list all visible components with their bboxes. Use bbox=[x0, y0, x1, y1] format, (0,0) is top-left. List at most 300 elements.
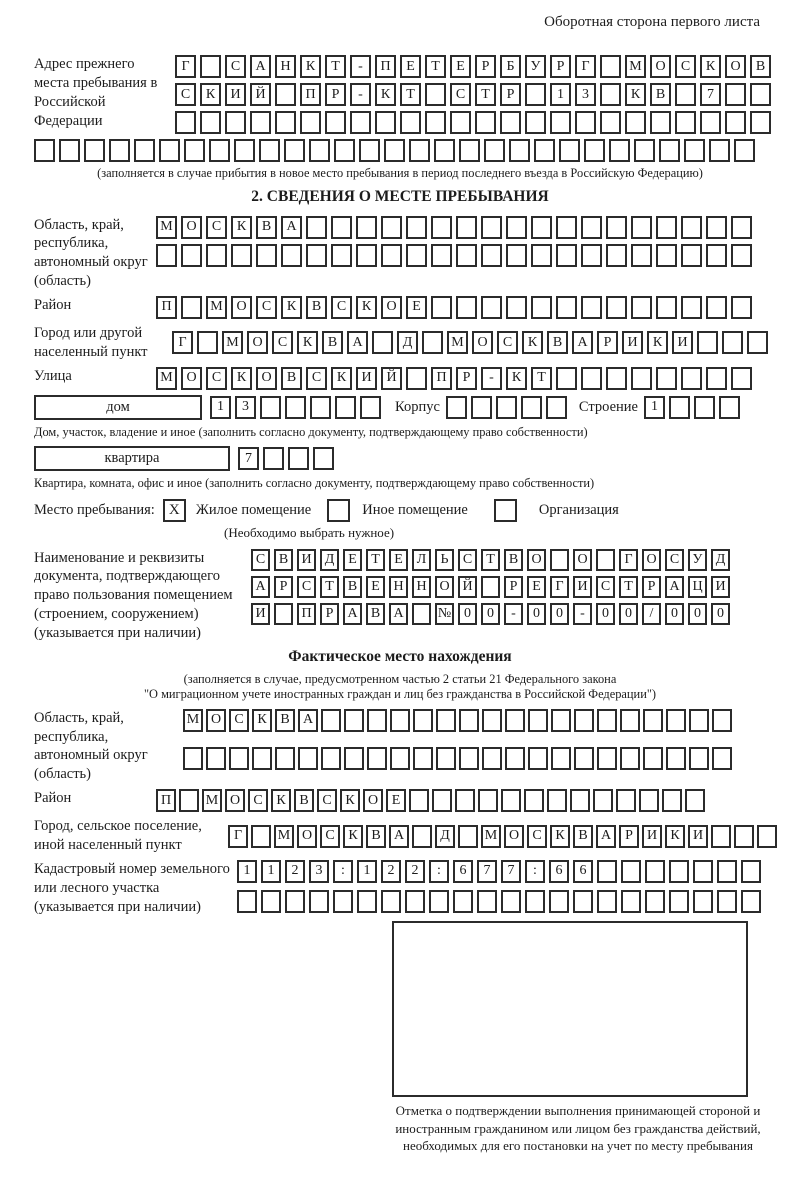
char-cell[interactable]: О bbox=[225, 789, 245, 812]
char-cell[interactable] bbox=[731, 244, 752, 267]
char-cell[interactable] bbox=[450, 111, 471, 134]
char-cell[interactable] bbox=[709, 139, 730, 162]
char-cell[interactable]: 0 bbox=[688, 603, 707, 625]
char-cell[interactable] bbox=[425, 83, 446, 106]
char-cell[interactable] bbox=[357, 890, 377, 913]
char-cell[interactable] bbox=[666, 709, 686, 732]
char-cell[interactable] bbox=[581, 296, 602, 319]
char-cell[interactable] bbox=[556, 367, 577, 390]
char-cell[interactable]: А bbox=[298, 709, 318, 732]
char-cell[interactable]: Б bbox=[500, 55, 521, 78]
char-cell[interactable] bbox=[159, 139, 180, 162]
char-cell[interactable] bbox=[288, 447, 309, 470]
char-cell[interactable]: 1 bbox=[357, 860, 377, 883]
char-cell[interactable] bbox=[697, 331, 718, 354]
char-cell[interactable] bbox=[325, 111, 346, 134]
char-cell[interactable] bbox=[306, 216, 327, 239]
char-cell[interactable]: 0 bbox=[619, 603, 638, 625]
char-cell[interactable]: Й bbox=[458, 576, 477, 598]
char-cell[interactable] bbox=[309, 890, 329, 913]
char-cell[interactable] bbox=[471, 396, 492, 419]
char-cell[interactable]: № bbox=[435, 603, 454, 625]
char-cell[interactable]: Е bbox=[386, 789, 406, 812]
char-cell[interactable] bbox=[596, 549, 615, 571]
char-cell[interactable]: К bbox=[506, 367, 527, 390]
char-cell[interactable]: В bbox=[256, 216, 277, 239]
char-cell[interactable]: Р bbox=[504, 576, 523, 598]
char-cell[interactable]: 1 bbox=[261, 860, 281, 883]
char-cell[interactable]: М bbox=[447, 331, 468, 354]
char-cell[interactable] bbox=[381, 216, 402, 239]
char-cell[interactable]: С bbox=[297, 576, 316, 598]
char-cell[interactable] bbox=[573, 890, 593, 913]
char-cell[interactable]: О bbox=[472, 331, 493, 354]
char-cell[interactable] bbox=[134, 139, 155, 162]
char-cell[interactable]: С bbox=[596, 576, 615, 598]
char-cell[interactable]: М bbox=[481, 825, 501, 848]
char-cell[interactable] bbox=[531, 244, 552, 267]
char-cell[interactable]: С bbox=[206, 216, 227, 239]
char-cell[interactable]: Т bbox=[475, 83, 496, 106]
char-cell[interactable]: : bbox=[333, 860, 353, 883]
char-cell[interactable]: С bbox=[450, 83, 471, 106]
char-cell[interactable] bbox=[734, 825, 754, 848]
char-cell[interactable] bbox=[333, 890, 353, 913]
checkbox-inoe-pomeshchenie[interactable] bbox=[327, 499, 350, 522]
char-cell[interactable] bbox=[309, 139, 330, 162]
char-cell[interactable]: И bbox=[225, 83, 246, 106]
char-cell[interactable] bbox=[581, 216, 602, 239]
char-cell[interactable]: В bbox=[366, 603, 385, 625]
char-cell[interactable] bbox=[731, 367, 752, 390]
char-cell[interactable]: О bbox=[642, 549, 661, 571]
char-cell[interactable]: 0 bbox=[550, 603, 569, 625]
char-cell[interactable] bbox=[436, 747, 456, 770]
char-cell[interactable] bbox=[606, 216, 627, 239]
char-cell[interactable]: И bbox=[297, 549, 316, 571]
char-cell[interactable]: О bbox=[435, 576, 454, 598]
char-cell[interactable] bbox=[181, 296, 202, 319]
char-cell[interactable]: М bbox=[222, 331, 243, 354]
char-cell[interactable]: В bbox=[306, 296, 327, 319]
char-cell[interactable]: К bbox=[375, 83, 396, 106]
char-cell[interactable] bbox=[693, 860, 713, 883]
char-cell[interactable]: К bbox=[665, 825, 685, 848]
char-cell[interactable]: 0 bbox=[458, 603, 477, 625]
char-cell[interactable] bbox=[731, 216, 752, 239]
char-cell[interactable]: 7 bbox=[700, 83, 721, 106]
char-cell[interactable]: И bbox=[573, 576, 592, 598]
char-cell[interactable] bbox=[656, 244, 677, 267]
char-cell[interactable] bbox=[581, 244, 602, 267]
char-cell[interactable] bbox=[531, 296, 552, 319]
char-cell[interactable] bbox=[725, 83, 746, 106]
char-cell[interactable]: В bbox=[343, 576, 362, 598]
char-cell[interactable] bbox=[251, 825, 271, 848]
char-cell[interactable]: 7 bbox=[501, 860, 521, 883]
char-cell[interactable]: Р bbox=[619, 825, 639, 848]
char-cell[interactable]: К bbox=[271, 789, 291, 812]
char-cell[interactable] bbox=[711, 825, 731, 848]
char-cell[interactable] bbox=[234, 139, 255, 162]
char-cell[interactable]: У bbox=[688, 549, 707, 571]
char-cell[interactable]: 7 bbox=[477, 860, 497, 883]
char-cell[interactable]: О bbox=[247, 331, 268, 354]
char-cell[interactable] bbox=[734, 139, 755, 162]
char-cell[interactable]: К bbox=[252, 709, 272, 732]
char-cell[interactable] bbox=[500, 111, 521, 134]
char-cell[interactable]: А bbox=[389, 603, 408, 625]
char-cell[interactable]: С bbox=[497, 331, 518, 354]
char-cell[interactable] bbox=[259, 139, 280, 162]
char-cell[interactable] bbox=[650, 111, 671, 134]
char-cell[interactable]: О bbox=[573, 549, 592, 571]
char-cell[interactable]: В bbox=[650, 83, 671, 106]
char-cell[interactable] bbox=[261, 890, 281, 913]
char-cell[interactable] bbox=[384, 139, 405, 162]
char-cell[interactable] bbox=[606, 367, 627, 390]
char-cell[interactable]: 0 bbox=[596, 603, 615, 625]
char-cell[interactable] bbox=[422, 331, 443, 354]
char-cell[interactable] bbox=[570, 789, 590, 812]
char-cell[interactable]: О bbox=[381, 296, 402, 319]
char-cell[interactable]: О bbox=[527, 549, 546, 571]
char-cell[interactable]: Т bbox=[400, 83, 421, 106]
char-cell[interactable]: 1 bbox=[237, 860, 257, 883]
char-cell[interactable] bbox=[229, 747, 249, 770]
char-cell[interactable] bbox=[250, 111, 271, 134]
char-cell[interactable]: К bbox=[331, 367, 352, 390]
char-cell[interactable] bbox=[381, 890, 401, 913]
char-cell[interactable]: К bbox=[200, 83, 221, 106]
char-cell[interactable] bbox=[209, 139, 230, 162]
char-cell[interactable] bbox=[206, 244, 227, 267]
char-cell[interactable]: 1 bbox=[210, 396, 231, 419]
char-cell[interactable] bbox=[381, 244, 402, 267]
char-cell[interactable]: М bbox=[183, 709, 203, 732]
char-cell[interactable]: Д bbox=[397, 331, 418, 354]
char-cell[interactable]: С bbox=[225, 55, 246, 78]
char-cell[interactable] bbox=[475, 111, 496, 134]
char-cell[interactable] bbox=[549, 890, 569, 913]
char-cell[interactable] bbox=[559, 139, 580, 162]
char-cell[interactable] bbox=[263, 447, 284, 470]
char-cell[interactable] bbox=[231, 244, 252, 267]
char-cell[interactable] bbox=[506, 216, 527, 239]
char-cell[interactable]: С bbox=[675, 55, 696, 78]
char-cell[interactable]: 6 bbox=[573, 860, 593, 883]
char-cell[interactable]: - bbox=[481, 367, 502, 390]
char-cell[interactable]: : bbox=[525, 860, 545, 883]
char-cell[interactable]: Н bbox=[275, 55, 296, 78]
char-cell[interactable] bbox=[669, 860, 689, 883]
char-cell[interactable] bbox=[285, 890, 305, 913]
char-cell[interactable]: Р bbox=[456, 367, 477, 390]
char-cell[interactable]: О bbox=[363, 789, 383, 812]
char-cell[interactable]: П bbox=[156, 789, 176, 812]
char-cell[interactable] bbox=[597, 747, 617, 770]
char-cell[interactable]: К bbox=[522, 331, 543, 354]
char-cell[interactable] bbox=[359, 139, 380, 162]
char-cell[interactable] bbox=[506, 244, 527, 267]
char-cell[interactable] bbox=[406, 244, 427, 267]
char-cell[interactable]: К bbox=[356, 296, 377, 319]
char-cell[interactable] bbox=[712, 747, 732, 770]
char-cell[interactable]: А bbox=[347, 331, 368, 354]
char-cell[interactable] bbox=[681, 244, 702, 267]
char-cell[interactable] bbox=[725, 111, 746, 134]
char-cell[interactable]: - bbox=[573, 603, 592, 625]
char-cell[interactable]: Д bbox=[711, 549, 730, 571]
char-cell[interactable]: Т bbox=[425, 55, 446, 78]
char-cell[interactable] bbox=[645, 890, 665, 913]
char-cell[interactable]: 1 bbox=[644, 396, 665, 419]
char-cell[interactable] bbox=[179, 789, 199, 812]
char-cell[interactable]: Г bbox=[172, 331, 193, 354]
char-cell[interactable] bbox=[666, 747, 686, 770]
char-cell[interactable] bbox=[600, 83, 621, 106]
char-cell[interactable]: С bbox=[331, 296, 352, 319]
char-cell[interactable]: Т bbox=[481, 549, 500, 571]
char-cell[interactable]: О bbox=[725, 55, 746, 78]
char-cell[interactable]: В bbox=[274, 549, 293, 571]
char-cell[interactable] bbox=[413, 747, 433, 770]
char-cell[interactable]: К bbox=[343, 825, 363, 848]
char-cell[interactable]: 2 bbox=[405, 860, 425, 883]
char-cell[interactable] bbox=[501, 890, 521, 913]
char-cell[interactable]: Е bbox=[406, 296, 427, 319]
char-cell[interactable]: М bbox=[156, 367, 177, 390]
char-cell[interactable]: 3 bbox=[235, 396, 256, 419]
char-cell[interactable]: - bbox=[350, 83, 371, 106]
char-cell[interactable] bbox=[656, 367, 677, 390]
char-cell[interactable]: Г bbox=[228, 825, 248, 848]
char-cell[interactable] bbox=[719, 396, 740, 419]
char-cell[interactable] bbox=[706, 296, 727, 319]
char-cell[interactable]: О bbox=[297, 825, 317, 848]
char-cell[interactable]: А bbox=[596, 825, 616, 848]
char-cell[interactable] bbox=[606, 244, 627, 267]
char-cell[interactable]: Г bbox=[175, 55, 196, 78]
char-cell[interactable]: Ь bbox=[435, 549, 454, 571]
char-cell[interactable] bbox=[356, 244, 377, 267]
char-cell[interactable] bbox=[675, 83, 696, 106]
char-cell[interactable]: С bbox=[306, 367, 327, 390]
char-cell[interactable] bbox=[621, 860, 641, 883]
char-cell[interactable] bbox=[200, 111, 221, 134]
char-cell[interactable]: М bbox=[274, 825, 294, 848]
char-cell[interactable]: Е bbox=[343, 549, 362, 571]
char-cell[interactable] bbox=[284, 139, 305, 162]
char-cell[interactable]: И bbox=[688, 825, 708, 848]
char-cell[interactable]: П bbox=[431, 367, 452, 390]
char-cell[interactable] bbox=[534, 139, 555, 162]
char-cell[interactable] bbox=[481, 576, 500, 598]
char-cell[interactable] bbox=[455, 789, 475, 812]
char-cell[interactable] bbox=[390, 709, 410, 732]
char-cell[interactable]: К bbox=[550, 825, 570, 848]
char-cell[interactable] bbox=[706, 216, 727, 239]
char-cell[interactable] bbox=[344, 747, 364, 770]
char-cell[interactable]: Т bbox=[320, 576, 339, 598]
char-cell[interactable]: Н bbox=[389, 576, 408, 598]
char-cell[interactable] bbox=[643, 709, 663, 732]
char-cell[interactable] bbox=[406, 367, 427, 390]
char-cell[interactable]: С bbox=[248, 789, 268, 812]
char-cell[interactable]: О bbox=[206, 709, 226, 732]
char-cell[interactable] bbox=[625, 111, 646, 134]
char-cell[interactable] bbox=[524, 789, 544, 812]
char-cell[interactable]: И bbox=[251, 603, 270, 625]
char-cell[interactable] bbox=[334, 139, 355, 162]
char-cell[interactable]: А bbox=[251, 576, 270, 598]
char-cell[interactable] bbox=[631, 244, 652, 267]
char-cell[interactable]: Р bbox=[325, 83, 346, 106]
char-cell[interactable] bbox=[606, 296, 627, 319]
char-cell[interactable] bbox=[431, 216, 452, 239]
char-cell[interactable] bbox=[593, 789, 613, 812]
char-cell[interactable] bbox=[237, 890, 257, 913]
char-cell[interactable] bbox=[706, 244, 727, 267]
char-cell[interactable]: У bbox=[525, 55, 546, 78]
char-cell[interactable] bbox=[693, 890, 713, 913]
char-cell[interactable] bbox=[350, 111, 371, 134]
char-cell[interactable] bbox=[669, 396, 690, 419]
char-cell[interactable] bbox=[300, 111, 321, 134]
char-cell[interactable]: Г bbox=[575, 55, 596, 78]
char-cell[interactable]: А bbox=[572, 331, 593, 354]
char-cell[interactable]: Р bbox=[597, 331, 618, 354]
char-cell[interactable] bbox=[256, 244, 277, 267]
char-cell[interactable]: С bbox=[458, 549, 477, 571]
char-cell[interactable]: П bbox=[300, 83, 321, 106]
char-cell[interactable] bbox=[757, 825, 777, 848]
char-cell[interactable] bbox=[597, 860, 617, 883]
char-cell[interactable] bbox=[621, 890, 641, 913]
char-cell[interactable]: Ц bbox=[688, 576, 707, 598]
char-cell[interactable]: 2 bbox=[285, 860, 305, 883]
char-cell[interactable]: В bbox=[573, 825, 593, 848]
char-cell[interactable]: К bbox=[231, 367, 252, 390]
char-cell[interactable] bbox=[659, 139, 680, 162]
char-cell[interactable] bbox=[321, 709, 341, 732]
char-cell[interactable] bbox=[459, 747, 479, 770]
char-cell[interactable] bbox=[84, 139, 105, 162]
checkbox-zhiloe-pomeshchenie[interactable]: X bbox=[163, 499, 186, 522]
char-cell[interactable]: 6 bbox=[453, 860, 473, 883]
char-cell[interactable] bbox=[412, 825, 432, 848]
char-cell[interactable] bbox=[281, 244, 302, 267]
char-cell[interactable] bbox=[459, 139, 480, 162]
char-cell[interactable] bbox=[478, 789, 498, 812]
char-cell[interactable]: С bbox=[317, 789, 337, 812]
char-cell[interactable]: Н bbox=[412, 576, 431, 598]
char-cell[interactable] bbox=[197, 331, 218, 354]
char-cell[interactable] bbox=[675, 111, 696, 134]
char-cell[interactable]: К bbox=[231, 216, 252, 239]
char-cell[interactable]: Г bbox=[550, 576, 569, 598]
char-cell[interactable]: Р bbox=[642, 576, 661, 598]
char-cell[interactable]: О bbox=[181, 367, 202, 390]
char-cell[interactable]: Т bbox=[325, 55, 346, 78]
char-cell[interactable] bbox=[181, 244, 202, 267]
char-cell[interactable] bbox=[446, 396, 467, 419]
char-cell[interactable] bbox=[505, 747, 525, 770]
char-cell[interactable] bbox=[206, 747, 226, 770]
char-cell[interactable]: С bbox=[272, 331, 293, 354]
char-cell[interactable]: Т bbox=[531, 367, 552, 390]
char-cell[interactable] bbox=[689, 709, 709, 732]
char-cell[interactable]: А bbox=[665, 576, 684, 598]
char-cell[interactable] bbox=[331, 244, 352, 267]
char-cell[interactable] bbox=[550, 111, 571, 134]
char-cell[interactable] bbox=[200, 55, 221, 78]
char-cell[interactable] bbox=[525, 890, 545, 913]
char-cell[interactable]: Г bbox=[619, 549, 638, 571]
char-cell[interactable] bbox=[458, 825, 478, 848]
char-cell[interactable]: О bbox=[504, 825, 524, 848]
char-cell[interactable]: С bbox=[527, 825, 547, 848]
char-cell[interactable]: Р bbox=[274, 576, 293, 598]
char-cell[interactable]: П bbox=[156, 296, 177, 319]
char-cell[interactable] bbox=[335, 396, 356, 419]
char-cell[interactable]: К bbox=[297, 331, 318, 354]
char-cell[interactable] bbox=[681, 216, 702, 239]
char-cell[interactable] bbox=[584, 139, 605, 162]
char-cell[interactable]: Л bbox=[412, 549, 431, 571]
char-cell[interactable]: И bbox=[672, 331, 693, 354]
char-cell[interactable] bbox=[616, 789, 636, 812]
char-cell[interactable] bbox=[275, 83, 296, 106]
char-cell[interactable] bbox=[406, 216, 427, 239]
char-cell[interactable]: О bbox=[181, 216, 202, 239]
char-cell[interactable]: И bbox=[642, 825, 662, 848]
char-cell[interactable] bbox=[741, 890, 761, 913]
char-cell[interactable]: 7 bbox=[238, 447, 259, 470]
char-cell[interactable]: - bbox=[350, 55, 371, 78]
char-cell[interactable] bbox=[400, 111, 421, 134]
char-cell[interactable] bbox=[694, 396, 715, 419]
char-cell[interactable]: И bbox=[356, 367, 377, 390]
char-cell[interactable] bbox=[741, 860, 761, 883]
char-cell[interactable]: Т bbox=[366, 549, 385, 571]
char-cell[interactable] bbox=[260, 396, 281, 419]
char-cell[interactable]: Р bbox=[500, 83, 521, 106]
char-cell[interactable] bbox=[547, 789, 567, 812]
char-cell[interactable]: : bbox=[429, 860, 449, 883]
char-cell[interactable]: С bbox=[206, 367, 227, 390]
char-cell[interactable] bbox=[484, 139, 505, 162]
char-cell[interactable] bbox=[505, 709, 525, 732]
char-cell[interactable] bbox=[656, 216, 677, 239]
char-cell[interactable] bbox=[412, 603, 431, 625]
char-cell[interactable] bbox=[285, 396, 306, 419]
char-cell[interactable] bbox=[496, 396, 517, 419]
char-cell[interactable] bbox=[156, 244, 177, 267]
char-cell[interactable]: К bbox=[625, 83, 646, 106]
char-cell[interactable] bbox=[662, 789, 682, 812]
char-cell[interactable]: Р bbox=[320, 603, 339, 625]
char-cell[interactable] bbox=[481, 244, 502, 267]
char-cell[interactable] bbox=[656, 296, 677, 319]
char-cell[interactable] bbox=[556, 216, 577, 239]
char-cell[interactable]: О bbox=[650, 55, 671, 78]
char-cell[interactable] bbox=[731, 296, 752, 319]
char-cell[interactable]: 6 bbox=[549, 860, 569, 883]
char-cell[interactable] bbox=[313, 447, 334, 470]
char-cell[interactable] bbox=[275, 111, 296, 134]
char-cell[interactable]: Й bbox=[250, 83, 271, 106]
